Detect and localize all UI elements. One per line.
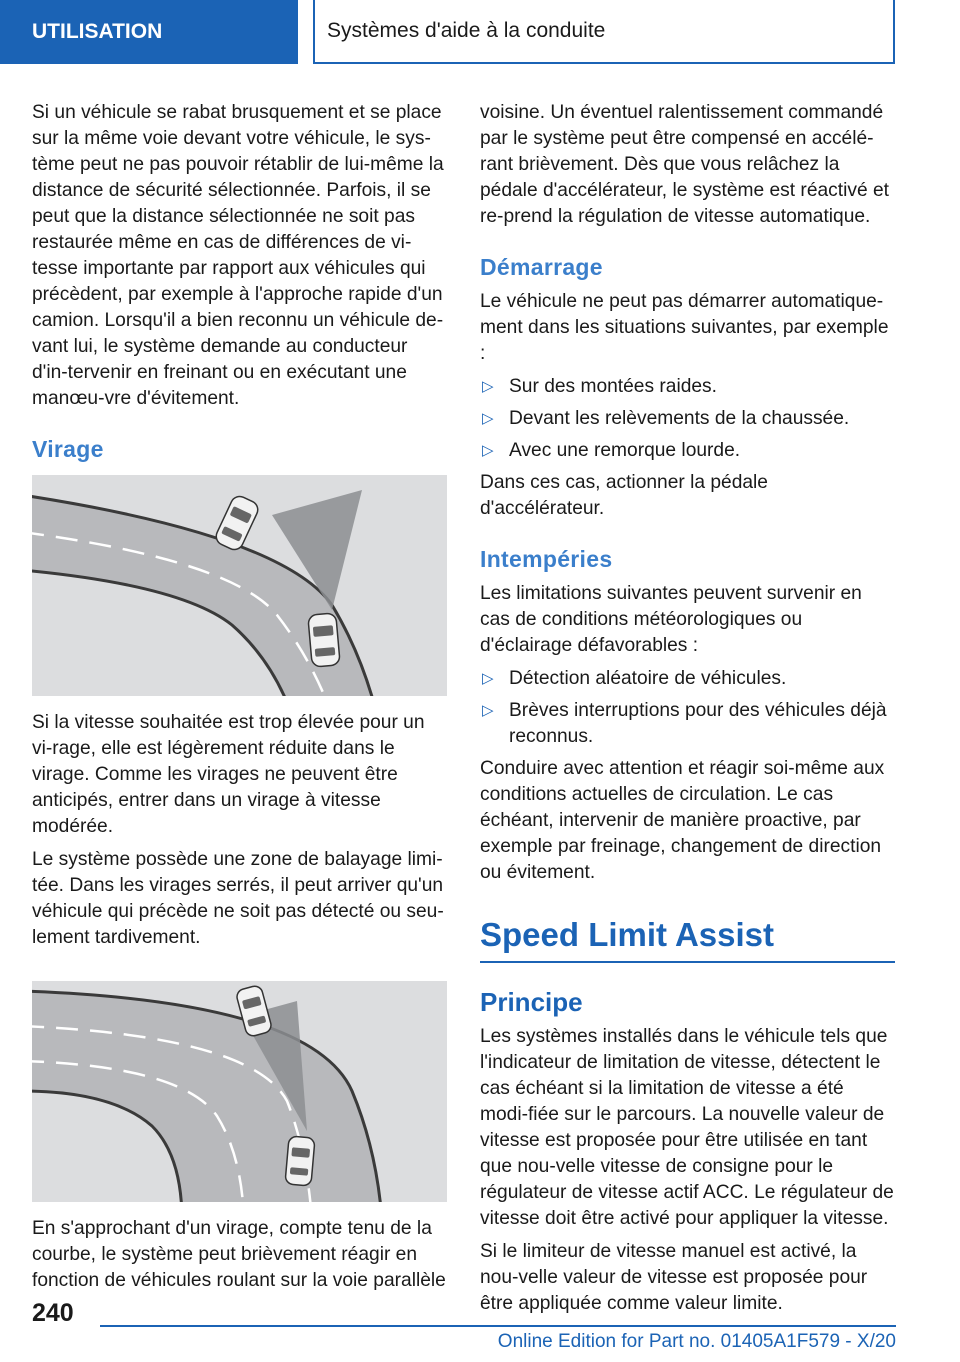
paragraph: En s'approchant d'un virage, compte tenu de la courbe, le système peut brièvement réagir en fonction de véhicules roulant sur la voie parallèle <box>32 1218 446 1291</box>
paragraph: Conduire avec attention et réagir soi-même aux conditions actuelles de circulation. Le cas échéant, intervenir de manière proactive, par exemple par freinage, changement de direction ou évitement. <box>480 758 885 883</box>
list-item: ▷ Devant les relèvements de la chaussée. <box>480 406 895 432</box>
curve-illustration-2 <box>32 981 447 1202</box>
chapter-title: Systèmes d'aide à la conduite <box>313 0 895 64</box>
list-item: ▷ Avec une remorque lourde. <box>480 438 895 464</box>
triangle-bullet-icon: ▷ <box>482 378 494 395</box>
list-item: ▷ Détection aléatoire de véhicules. <box>480 666 895 692</box>
list-item: ▷ Brèves interruptions pour des véhicules déjà reconnus. <box>482 700 887 747</box>
page-number: 240 <box>32 1299 74 1327</box>
triangle-bullet-icon: ▷ <box>482 410 494 427</box>
heading-speed-limit-assist: Speed Limit Assist <box>480 916 895 963</box>
paragraph: Les systèmes installés dans le véhicule tels que l'indicateur de limitation de vitesse, détectent le cas échéant si la limitation de vitesse a été modi-fiée sur le parcours. La nouvelle valeur de vitesse est proposée pour être utilisée en tant que nou-velle vitesse de consigne pour le régulateur de vitesse actif ACC. Le régulateur de vitesse doit être activé pour appliquer la vitesse. <box>480 1026 894 1229</box>
right-column <box>480 100 895 1324</box>
left-column <box>32 100 447 1301</box>
paragraph: Le véhicule ne peut pas démarrer automatique-ment dans les situations suivantes, par exemple : <box>480 291 889 364</box>
edition-footer: Online Edition for Part no. 01405A1F579 - X/20 <box>497 1331 896 1352</box>
curve-road-graphic <box>32 475 447 696</box>
paragraph: Si le limiteur de vitesse manuel est activé, la nou-velle valeur de vitesse est proposée pour être appliquée comme valeur limite. <box>480 1241 868 1314</box>
paragraph: Les limitations suivantes peuvent survenir en cas de conditions météorologiques ou d'éclairage défavorables : <box>480 583 862 656</box>
list-item: ▷ Sur des montées raides. <box>480 374 895 400</box>
page-header <box>0 0 960 66</box>
parallel-lane-graphic <box>32 981 447 1202</box>
footer-divider <box>100 1325 896 1327</box>
heading-demarrage: Démarrage <box>480 254 603 280</box>
triangle-bullet-icon: ▷ <box>482 670 494 687</box>
heading-principe: Principe <box>480 987 583 1017</box>
triangle-bullet-icon: ▷ <box>482 702 494 719</box>
list-intemperies <box>480 666 895 750</box>
triangle-bullet-icon: ▷ <box>482 442 494 459</box>
paragraph: Si la vitesse souhaitée est trop élevée pour un vi-rage, elle est légèrement réduite dans le virage. Comme les virages ne peuvent être anticipés, entrer dans un virage à vitesse modérée. <box>32 712 425 837</box>
paragraph: voisine. Un éventuel ralentissement commandé par le système peut être compensé en accélé-rant brièvement. Dès que vous relâchez la pédale d'accélérateur, le système est réactivé et re-prend la régulation de vitesse automatique. <box>480 102 889 227</box>
heading-intemperies: Intempéries <box>480 546 613 572</box>
paragraph: Le système possède une zone de balayage limi-tée. Dans les virages serrés, il peut arriver qu'un véhicule qui précède ne soit pas détecté ou seu-lement tardivement. <box>32 849 444 948</box>
paragraph: Si un véhicule se rabat brusquement et se place sur la même voie devant votre véhicule, le sys-tème peut ne pas pouvoir rétablir de lui-même la distance de sécurité sélectionnée. Parfois, il se peut que la distance sélectionnée ne soit pas restaurée même en cas de différences de vi-tesse importante par rapport aux véhicules qui précèdent, par exemple à l'approche rapide d'un camion. Lorsqu'il a bien reconnu un véhicule de-vant lui, le système demande au conducteur d'in-tervenir en freinant ou en exécutant une manœu-vre d'évitement. <box>32 102 444 409</box>
heading-virage: Virage <box>32 436 104 462</box>
paragraph: Dans ces cas, actionner la pédale d'accélérateur. <box>480 472 768 519</box>
list-demarrage <box>480 374 895 464</box>
section-tab: UTILISATION <box>0 0 298 64</box>
curve-illustration-1 <box>32 475 447 696</box>
